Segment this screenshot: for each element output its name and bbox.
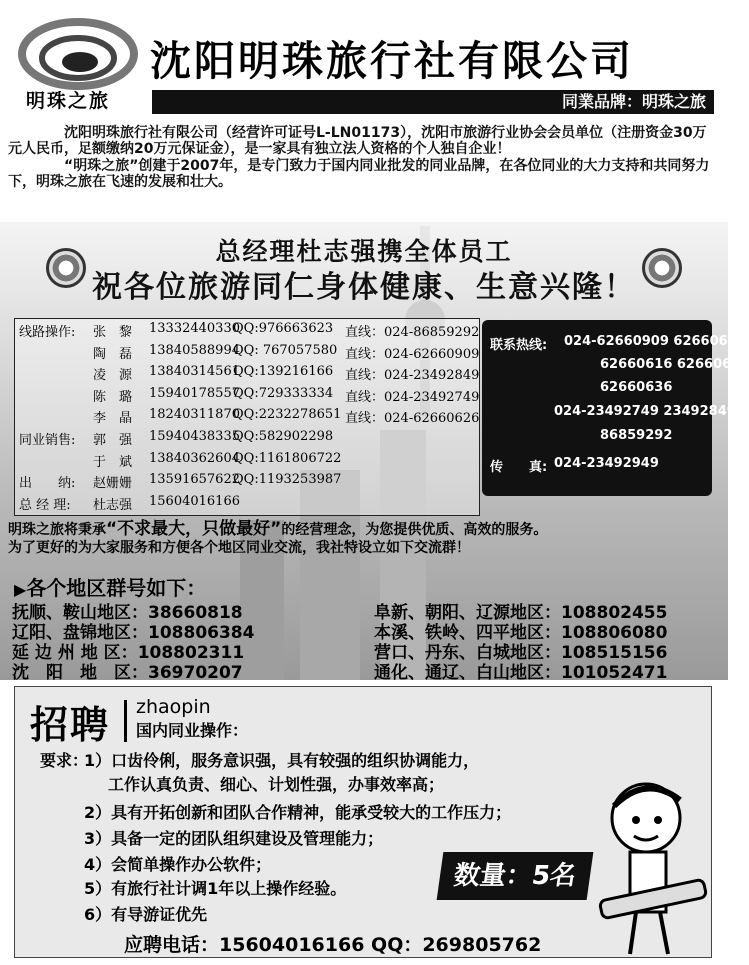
group-region: 抚顺、鞍山地区： [12, 603, 148, 623]
contact-qq: QQ:1193253987 [233, 472, 342, 488]
recruit-position: 国内同业操作： [136, 721, 249, 740]
title-divider [124, 700, 127, 742]
group-number[interactable]: 108806384 [148, 623, 255, 643]
group-number[interactable]: 108802311 [137, 643, 245, 663]
groups-title [14, 572, 206, 601]
group-region: 阜新、朝阳、辽源地区： [374, 603, 561, 623]
requirements-label: 要求： [40, 751, 89, 770]
contact-name: 张 黎 [93, 325, 133, 340]
greeting-line-1: 总经理杜志强携全体员工 [215, 237, 513, 266]
contact-mobile[interactable]: 13840362604 [149, 450, 240, 466]
business-motto [8, 520, 722, 557]
contact-direct[interactable]: 直线：024-86859292 [345, 325, 480, 340]
group-item [374, 658, 667, 683]
requirement-item: 4）会简单操作办公软件； [84, 855, 272, 874]
requirement-item: 3）具备一定的团队组织建设及管理能力； [84, 829, 384, 848]
fax-label: 传 真: [490, 460, 548, 475]
contact-direct[interactable]: 直线：024-62660626 [345, 411, 480, 427]
contact-mobile[interactable]: 13332440330 [149, 321, 240, 336]
contact-direct[interactable]: 直线：024-23492849 [345, 368, 480, 384]
hotline-label: 联系热线: [490, 338, 548, 353]
group-number[interactable]: 36970207 [148, 663, 243, 683]
motto-quote: “不求最大，只做最好” [106, 519, 282, 539]
group-number[interactable]: 108515156 [561, 643, 668, 663]
contact-role: 线路操作: [19, 325, 76, 340]
hotline-number[interactable]: 62660636 [600, 380, 673, 395]
intro-paragraph-1: 沈阳明珠旅行社有限公司（经营许可证号L-LN01173），沈阳市旅游行业协会会员单位（注册资金30万元人民币，足额缴纳20万元保证金），是一家具有独立法人资格的个人独自企业！ [8, 125, 707, 157]
groups-title-text: 各个地区群号如下： [26, 576, 207, 600]
contact-mobile[interactable]: 13840314561 [149, 364, 240, 380]
contact-name: 李 晶 [93, 411, 133, 427]
requirement-item: 2）具有开拓创新和团队合作精神，能承受较大的工作压力； [84, 803, 512, 822]
hotline-number[interactable]: 62660616 62660626 [600, 357, 749, 372]
contact-direct[interactable]: 直线：024-23492749 [345, 389, 480, 405]
contact-qq: QQ:582902298 [233, 429, 334, 444]
requirement-item: 6）有导游证优先 [84, 905, 208, 924]
triangle-icon: ▶ [14, 580, 27, 599]
group-item [12, 658, 243, 683]
requirement-item: 1）口齿伶俐，服务意识强，具有较强的组织协调能力， [84, 751, 480, 770]
brand-bar: 同業品牌：明珠之旅 [152, 90, 714, 114]
company-intro [8, 126, 720, 190]
contact-qq: QQ:1161806722 [233, 450, 342, 466]
apply-contact[interactable]: 应聘电话：15604016166 QQ：269805762 [124, 934, 542, 956]
group-number[interactable]: 38660818 [148, 603, 243, 623]
group-region: 沈 阳 地 区： [12, 663, 148, 683]
contact-name: 郭 强 [93, 433, 133, 448]
contact-role: 同业销售: [19, 433, 76, 448]
company-logo [18, 18, 138, 90]
contact-role: 总 经 理: [19, 497, 71, 513]
contact-mobile[interactable]: 15604016166 [149, 493, 240, 509]
hotline-number[interactable]: 86859292 [600, 428, 673, 443]
intro-paragraph-2: “明珠之旅”创建于2007年，是专门致力于国内同业批发的同业品牌，在各位同业的大力支持和共同努力下，明珠之旅在飞速的发展和壮大。 [8, 158, 710, 190]
fax-number[interactable]: 024-23492949 [554, 456, 659, 471]
greeting-line-2: 祝各位旅游同仁身体健康、生意兴隆！ [92, 270, 636, 305]
cartoon-character [600, 770, 710, 958]
contact-name: 杜志强 [93, 497, 133, 513]
contact-name: 于 斌 [93, 454, 133, 470]
contact-qq: QQ:2232278651 [233, 407, 342, 423]
group-region: 辽阳、盘锦地区： [12, 623, 148, 643]
contact-mobile[interactable]: 13840588994 [149, 342, 240, 358]
contact-role: 出 纳: [19, 476, 76, 492]
group-region: 本溪、铁岭、四平地区： [374, 623, 561, 643]
company-name: 沈阳明珠旅行社有限公司 [150, 37, 634, 85]
hotline-number[interactable]: 024-23492749 23492849 [554, 404, 736, 419]
hotline-number[interactable]: 024-62660909 62660606 [564, 334, 746, 349]
group-region: 延 边 州 地 区： [12, 643, 138, 663]
recruit-pinyin: zhaopin [136, 696, 211, 718]
contact-mobile[interactable]: 15940178557 [149, 385, 240, 401]
motto-line-2: 为了更好的为大家服务和方便各个地区同业交流，我社特设立如下交流群！ [8, 540, 470, 556]
contact-name: 陶 磊 [93, 346, 133, 362]
contact-mobile[interactable]: 15940438335 [149, 429, 240, 444]
contact-name: 凌 源 [93, 368, 133, 384]
group-number[interactable]: 108802455 [561, 603, 668, 623]
logo-text: 明珠之旅 [26, 90, 111, 112]
contact-qq: QQ: 767057580 [233, 342, 338, 358]
quantity-badge: 数量：5名 [437, 852, 594, 900]
recruit-title: 招聘 [30, 703, 111, 747]
contact-direct[interactable]: 直线：024-62660909 [345, 346, 480, 362]
requirement-item: 5）有旅行社计调1年以上操作经验。 [84, 879, 347, 898]
contact-name: 陈 璐 [93, 389, 133, 405]
staff-contacts [14, 318, 480, 516]
contact-name: 赵姗姗 [93, 476, 133, 492]
group-number[interactable]: 101052471 [561, 663, 668, 683]
hotline-box [482, 320, 749, 496]
motto-post: 的经营理念，为您提供优质、高效的服务。 [281, 522, 548, 538]
group-region: 通化、通辽、白山地区： [374, 663, 561, 683]
motto-pre: 明珠之旅将秉承 [8, 522, 106, 538]
contact-mobile[interactable]: 13591657622 [149, 472, 240, 488]
contact-mobile[interactable]: 18240311870 [149, 407, 240, 423]
requirement-item: 工作认真负责、细心、计划性强，办事效率高； [108, 775, 445, 794]
group-number[interactable]: 108806080 [561, 623, 668, 643]
contact-qq: QQ:729333334 [233, 385, 334, 401]
group-region: 营口、丹东、白城地区： [374, 643, 561, 663]
contact-qq: QQ:139216166 [233, 364, 334, 380]
contact-qq: QQ:976663623 [233, 321, 334, 336]
